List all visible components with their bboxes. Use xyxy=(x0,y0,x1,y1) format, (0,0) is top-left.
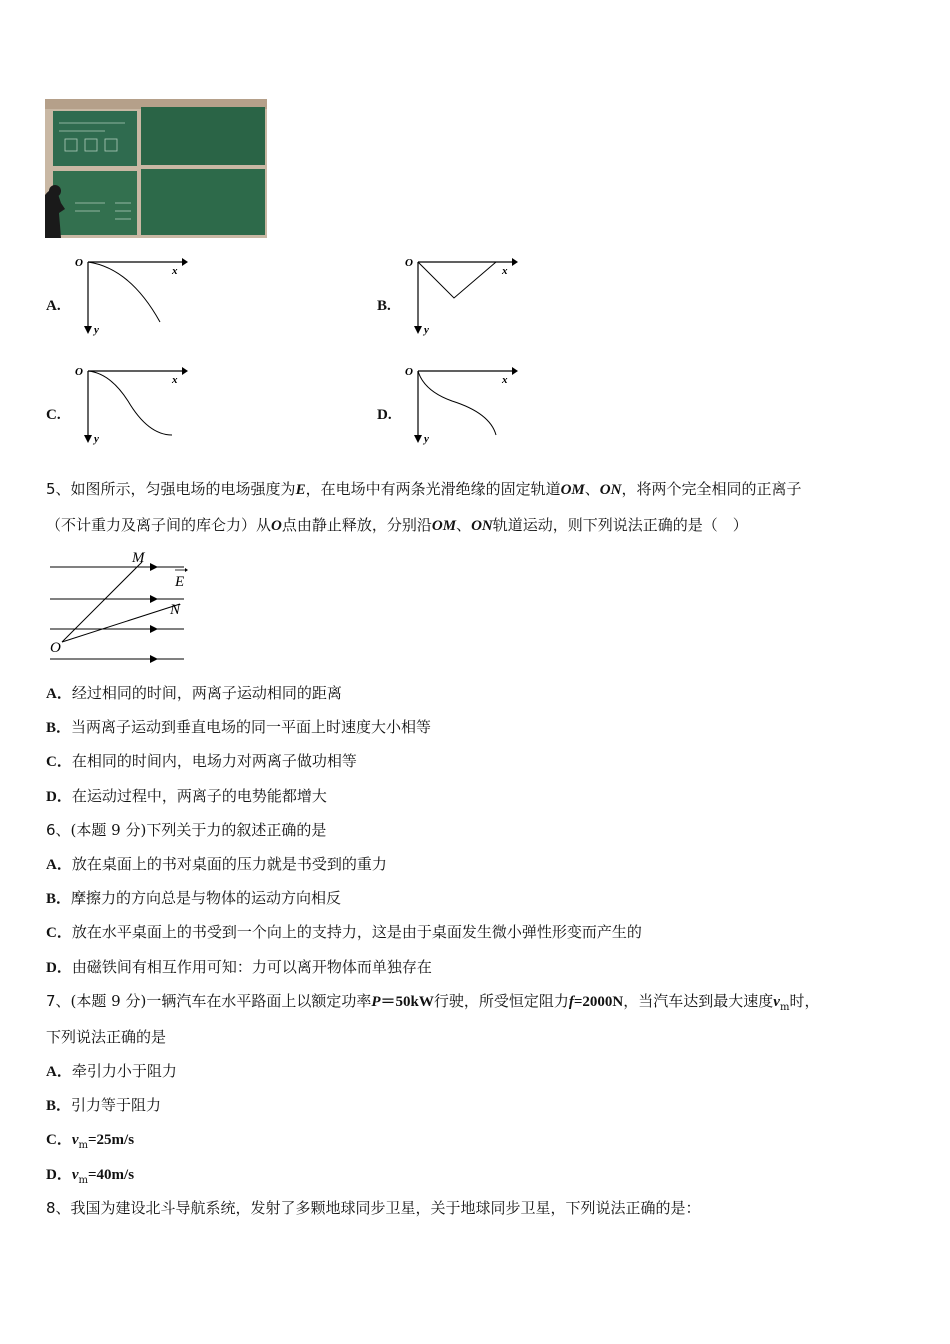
graph-option-d xyxy=(400,363,520,445)
field-e-label: E xyxy=(175,574,185,590)
q7-option-d: D．$v_m=40m/s$ xyxy=(46,1167,135,1186)
q6-option-a: A．放在桌面上的书对桌面的压力就是书受到的重力 xyxy=(46,855,387,873)
electric-field-figure xyxy=(46,548,196,666)
question-7-line-2: 下列说法正确的是 xyxy=(46,1028,167,1046)
y-axis-label: y xyxy=(424,433,429,445)
q5-option-c: C．在相同的时间内，电场力对两离子做功相等 xyxy=(46,752,357,770)
origin-label: O xyxy=(405,257,413,269)
x-axis-label: x xyxy=(502,265,508,277)
graph-option-c xyxy=(70,363,190,445)
graph-option-a xyxy=(70,254,190,336)
option-c-label: C. xyxy=(46,407,61,423)
q5-option-d: D．在运动过程中，两离子的电势能都增大 xyxy=(46,787,327,805)
q7-option-b: B．引力等于阻力 xyxy=(46,1096,162,1114)
question-5-line-2: （不计重力及离子间的库仑力）从O点由静止释放，分别沿OM、ON轨道运动，则下列说法正确的是（ ） xyxy=(46,516,748,534)
q6-option-d: D．由磁铁间有相互作用可知：力可以离开物体而单独存在 xyxy=(46,958,432,976)
question-8: 8、我国为建设北斗导航系统，发射了多颗地球同步卫星，关于地球同步卫星，下列说法正确的是： xyxy=(46,1199,701,1217)
q6-option-c: C．放在水平桌面上的书受到一个向上的支持力，这是由于桌面发生微小弹性形变而产生的 xyxy=(46,923,642,941)
graph-option-b xyxy=(400,254,520,336)
blackboard-photo xyxy=(45,99,267,238)
q5-option-b: B．当两离子运动到垂直电场的同一平面上时速度大小相等 xyxy=(46,718,432,736)
point-n-label: N xyxy=(170,602,181,618)
option-b-label: B. xyxy=(377,298,391,314)
question-number: 5、 xyxy=(46,480,71,498)
q5-option-a: A．经过相同的时间，两离子运动相同的距离 xyxy=(46,684,342,702)
y-axis-label: y xyxy=(94,324,99,336)
option-d-label: D. xyxy=(377,407,392,423)
q7-option-c: C．$v_m=25m/s$ xyxy=(46,1132,135,1151)
question-5-line-1: 5、如图所示，匀强电场的电场强度为E，在电场中有两条光滑绝缘的固定轨道OM、ON，将两个完全相同的正离子 xyxy=(46,480,802,498)
point-o-label: O xyxy=(50,640,61,656)
question-7-line-1: 7、(本题 9 分)一辆汽车在水平路面上以额定功率P＝50kW行驶，所受恒定阻力f=2000N，当汽车达到最大速度$v_m$时， xyxy=(46,992,820,1013)
point-m-label: M xyxy=(132,550,145,566)
x-axis-label: x xyxy=(172,374,178,386)
q6-option-b: B．摩擦力的方向总是与物体的运动方向相反 xyxy=(46,889,342,907)
y-axis-label: y xyxy=(424,324,429,336)
x-axis-label: x xyxy=(502,374,508,386)
option-a-label: A. xyxy=(46,298,61,314)
origin-label: O xyxy=(75,257,83,269)
origin-label: O xyxy=(405,366,413,378)
origin-label: O xyxy=(75,366,83,378)
q7-option-a: A．牵引力小于阻力 xyxy=(46,1062,177,1080)
x-axis-label: x xyxy=(172,265,178,277)
question-6: 6、(本题 9 分)下列关于力的叙述正确的是 xyxy=(46,821,327,839)
y-axis-label: y xyxy=(94,433,99,445)
